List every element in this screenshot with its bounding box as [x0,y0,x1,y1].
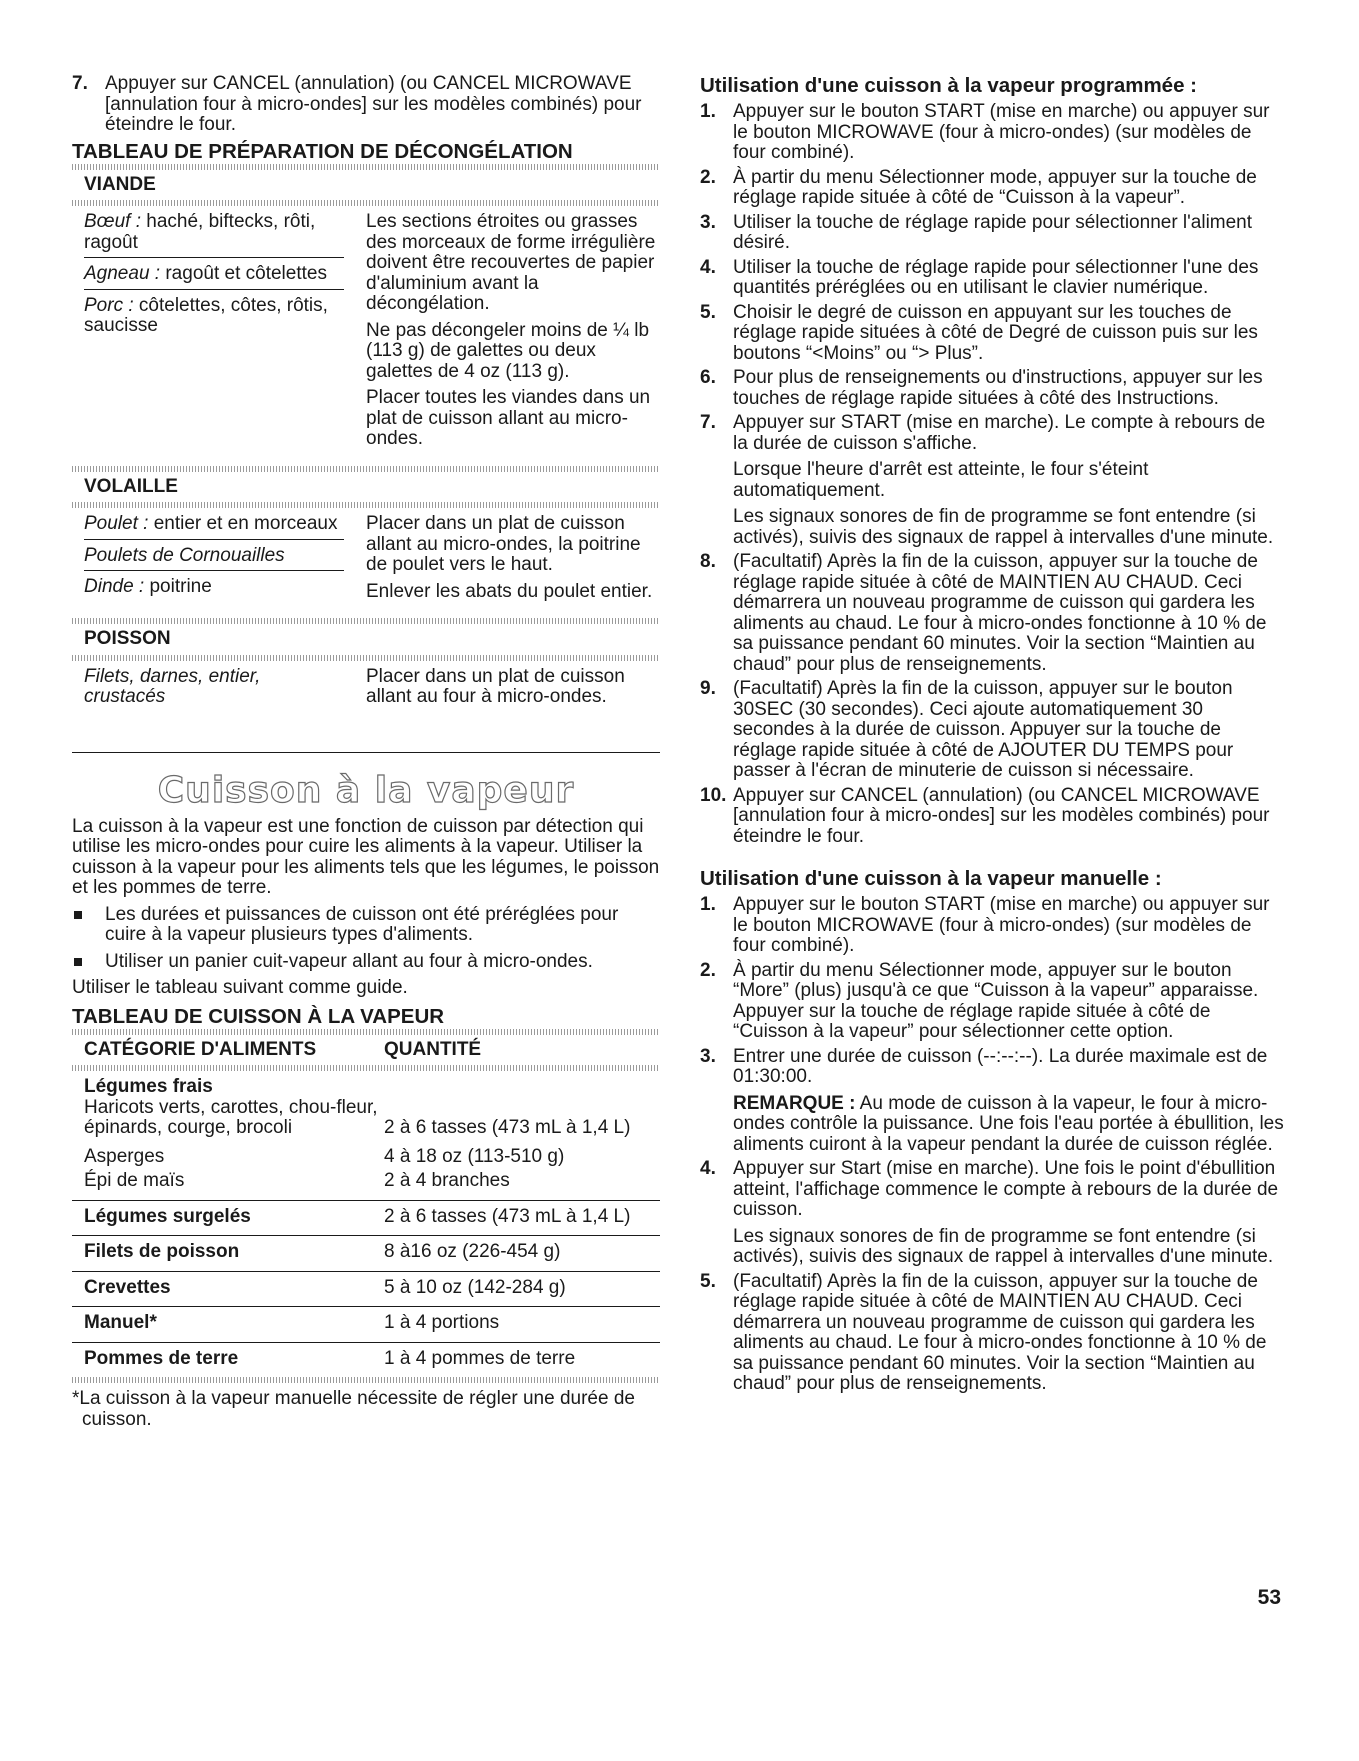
cell-food: Légumes surgelés [84,1205,251,1227]
cell-quantity: 2 à 6 tasses (473 mL à 1,4 L) [384,1205,631,1227]
cell-food: Épi de maïs [84,1170,185,1191]
step-number: 10. [700,784,727,806]
step-extra-text: Lorsque l'heure d'arrêt est atteinte, le four s'éteint automatiquement. [733,459,1149,501]
guide-text: Utiliser le tableau suivant comme guide. [72,977,408,998]
step-note [733,1094,1285,1156]
step-text: Appuyer sur Start (mise en marche). Une fois le point d'ébullition atteint, l'affichage commence le compte à rebours de la durée de cuisson. [733,1158,1279,1220]
note: Placer dans un plat de cuisson allant au four à micro-ondes. [366,665,625,707]
step-number: 2. [700,166,716,188]
step-text: Choisir le degré de cuisson en appuyant sur les touches de réglage rapide situées à côté de Degré de cuisson puis sur les boutons “<Moins” ou “> Plus”. [733,301,1258,364]
section-head-volaille: VOLAILLE [84,475,178,497]
column-header: QUANTITÉ [384,1038,482,1060]
steam-section-title: Cuisson à la vapeur [157,769,575,811]
table-subrow [84,1098,660,1139]
note: Placer dans un plat de cuisson allant au micro-ondes, la poitrine de poulet vers le haut. [366,513,641,575]
table-subrow [84,1147,660,1168]
step-text: Pour plus de renseignements ou d'instructions, appuyer sur les touches de réglage rapide situées à côté des Instructions. [733,367,1263,409]
note: Placer toutes les viandes dans un plat de cuisson allant au micro-ondes. [366,387,651,449]
left-column [72,74,660,1430]
programmed-steam-heading: Utilisation d'une cuisson à la vapeur programmée : [700,74,1197,97]
bullet-square-icon [74,911,82,919]
cell-food: Pommes de terre [84,1347,239,1369]
table-divider [72,1377,660,1383]
step-item [700,1047,1285,1156]
step-text: Appuyer sur le bouton START (mise en marche) ou appuyer sur le bouton MICROWAVE (four à micro-ondes) (sur modèles de four combiné). [733,101,1270,163]
cell-quantity: 4 à 18 oz (113-510 g) [384,1145,565,1167]
right-column [700,74,1285,1399]
step-number: 4. [700,256,716,278]
cell-food: Manuel* [84,1312,157,1333]
food-item: Agneau : ragoût et côtelettes [84,264,344,290]
step-extra-text: Les signaux sonores de fin de programme se font entendre (si activés), suivis des signaux de rappel à intervalles d'une minute. [733,1225,1274,1267]
note-label: REMARQUE : [733,1092,856,1114]
step-item [700,1159,1285,1268]
page-number: 53 [1257,1586,1281,1609]
cell-food: Filets de poisson [84,1241,240,1262]
step-text: Utiliser la touche de réglage rapide pour sélectionner l'une des quantités préréglées ou en utilisant le clavier numérique. [733,256,1259,298]
step-text: Appuyer sur CANCEL (annulation) (ou CANCEL MICROWAVE [annulation four à micro-ondes] sur les modèles combinés) pour éteindre le four. [733,784,1270,847]
cell-food: Haricots verts, carottes, chou-fleur, épinards, courge, brocoli [84,1096,378,1138]
step-number: 9. [700,678,716,699]
step-text: (Facultatif) Après la fin de la cuisson, appuyer sur la touche de réglage rapide située à côté de MAINTIEN AU CHAUD. Ceci démarrera un nouveau programme de cuisson qui gardera les aliments au chaud. Le four à micro-ondes fonctionne à 10 % de sa puissance pendant 60 minutes. Voir la section “Maintien au chaud” pour plus de renseignements. [733,551,1267,675]
section-head-poisson: POISSON [84,628,171,649]
steam-intro: La cuisson à la vapeur est une fonction de cuisson par détection qui utilise les micro-ondes pour cuire les aliments à la vapeur. Utiliser la cuisson à la vapeur pour les aliments tels que les légumes, le poisson et les pommes de terre. [72,815,660,898]
note: Les sections étroites ou grasses des morceaux de forme irrégulière doivent être recouvertes de papier d'aluminium avant la décongélation. [366,211,656,314]
footnote: *La cuisson à la vapeur manuelle nécessite de régler une durée de cuisson. [72,1388,635,1430]
step-item [700,303,1285,365]
column-header: CATÉGORIE D'ALIMENTS [84,1038,317,1060]
step-number: 4. [700,1158,716,1179]
cell-food: Asperges [84,1145,165,1167]
food-item: Bœuf : haché, biftecks, rôti, ragoût [84,212,344,258]
manual-steam-heading: Utilisation d'une cuisson à la vapeur manuelle : [700,867,1162,890]
bullet-item: Utiliser un panier cuit-vapeur allant au four à micro-ondes. [72,952,660,973]
cell-quantity: 1 à 4 portions [384,1312,500,1333]
step-number: 5. [700,1270,716,1292]
food-notes [354,667,660,718]
section-rule [72,752,660,753]
table-row [72,1201,660,1237]
step-text: Appuyer sur le bouton START (mise en marche) ou appuyer sur le bouton MICROWAVE (four à micro-ondes) (sur modèles de four combiné). [733,894,1270,956]
defrost-table-title: TABLEAU DE PRÉPARATION DE DÉCONGÉLATION [72,139,573,163]
section-volaille [72,508,660,618]
section-viande [72,206,660,466]
table-row [72,1071,660,1201]
step-extra-text: Les signaux sonores de fin de programme se font entendre (si activés), suivis des signaux de rappel à intervalles d'une minute. [733,506,1274,548]
food-item: Filets, darnes, entier, crustacés [84,665,261,707]
note-text: Au mode de cuisson à la vapeur, le four à micro-ondes contrôle la puissance. Une fois l'eau portée à ébullition, les aliments cuiront à la vapeur pendant la durée de cuisson réglée. [733,1092,1284,1155]
cell-quantity: 1 à 4 pommes de terre [384,1347,576,1369]
step-text: Appuyer sur START (mise en marche). Le compte à rebours de la durée de cuisson s'affiche. [733,412,1266,454]
food-items [84,212,354,456]
food-items [84,667,354,718]
step-text: À partir du menu Sélectionner mode, appuyer sur le bouton “More” (plus) jusqu'à ce que “Cuisson à la vapeur” apparaisse. Appuyer sur la touche de réglage rapide située à côté de “Cuisson à la vapeur” pour sélectionner cette option. [733,959,1259,1042]
note: Enlever les abats du poulet entier. [366,580,653,602]
step-item [700,413,1285,548]
step-item [700,679,1285,782]
table-row [72,1236,660,1272]
step-item [700,213,1285,254]
table-subrow [84,1171,660,1192]
step-number: 7. [72,73,88,94]
step-text: À partir du menu Sélectionner mode, appuyer sur la touche de réglage rapide située à côté de “Cuisson à la vapeur”. [733,166,1257,208]
bullet-square-icon [74,958,82,966]
step-item [700,786,1285,848]
cell-food: Crevettes [84,1276,171,1298]
step-number: 3. [700,211,716,233]
cell-quantity: 2 à 6 tasses (473 mL à 1,4 L) [384,1116,631,1138]
food-item: Porc : côtelettes, côtes, rôtis, saucisse [84,294,328,336]
table-row [72,1343,660,1378]
food-notes [354,212,660,456]
step-item [700,168,1285,209]
step-number: 5. [700,301,716,323]
food-items [84,514,354,608]
step-number: 1. [700,101,716,122]
section-poisson [72,661,660,728]
steam-table-header [72,1035,660,1066]
step-number: 8. [700,551,716,572]
intro-step [72,74,660,136]
food-notes [354,514,660,608]
step-text: Entrer une durée de cuisson (--:--:--). La durée maximale est de 01:30:00. [733,1045,1268,1087]
step-text: (Facultatif) Après la fin de la cuisson, appuyer sur la touche de réglage rapide située à côté de MAINTIEN AU CHAUD. Ceci démarrera un nouveau programme de cuisson qui gardera les aliments au chaud. Le four à micro-ondes fonctionne à 10 % de sa puissance pendant 60 minutes. Voir la section “Maintien au chaud” pour plus de renseignements. [733,1270,1267,1394]
cell-quantity: 2 à 4 branches [384,1170,510,1191]
step-item [700,1272,1285,1395]
category-label: Légumes frais [84,1076,213,1097]
step-number: 6. [700,367,716,388]
note: Ne pas décongeler moins de ¼ lb (113 g) de galettes ou deux galettes de 4 oz (113 g). [366,319,650,382]
step-number: 7. [700,412,716,433]
step-item [700,961,1285,1043]
cell-quantity: 8 à16 oz (226-454 g) [384,1241,561,1262]
step-item [700,895,1285,957]
step-text: Utiliser la touche de réglage rapide pour sélectionner l'aliment désiré. [733,211,1253,253]
step-number: 1. [700,894,716,915]
food-item: Dinde : poitrine [84,576,212,597]
step-item [700,368,1285,409]
section-head-viande: VIANDE [84,173,156,195]
cell-quantity: 5 à 10 oz (142-284 g) [384,1276,566,1298]
food-item: Poulet : entier et en morceaux [84,514,344,540]
steam-bullets [72,905,660,973]
food-item: Poulets de Cornouailles [84,546,344,572]
step-item [700,552,1285,675]
step-text: (Facultatif) Après la fin de la cuisson, appuyer sur le bouton 30SEC (30 secondes). Ceci ajoute automatiquement 30 secondes à la durée de cuisson. Appuyer sur la touche de réglage rapide située à côté de AJOUTER DU TEMPS pour passer à l'écran de minuterie de cuisson si nécessaire. [733,678,1234,781]
table-row [72,1307,660,1343]
manual-steps [700,895,1285,1395]
step-item [700,102,1285,164]
table-row [72,1272,660,1308]
step-item [700,258,1285,299]
step-number: 2. [700,959,716,981]
bullet-item: Les durées et puissances de cuisson ont été préréglées pour cuire à la vapeur plusieurs types d'aliments. [72,905,660,946]
step-number: 3. [700,1045,716,1067]
programmed-steps [700,102,1285,847]
steam-table-title: TABLEAU DE CUISSON À LA VAPEUR [72,1004,445,1028]
step-text: Appuyer sur CANCEL (annulation) (ou CANCEL MICROWAVE [annulation four à micro-ondes] sur les modèles combinés) pour éteindre le four. [105,73,642,135]
